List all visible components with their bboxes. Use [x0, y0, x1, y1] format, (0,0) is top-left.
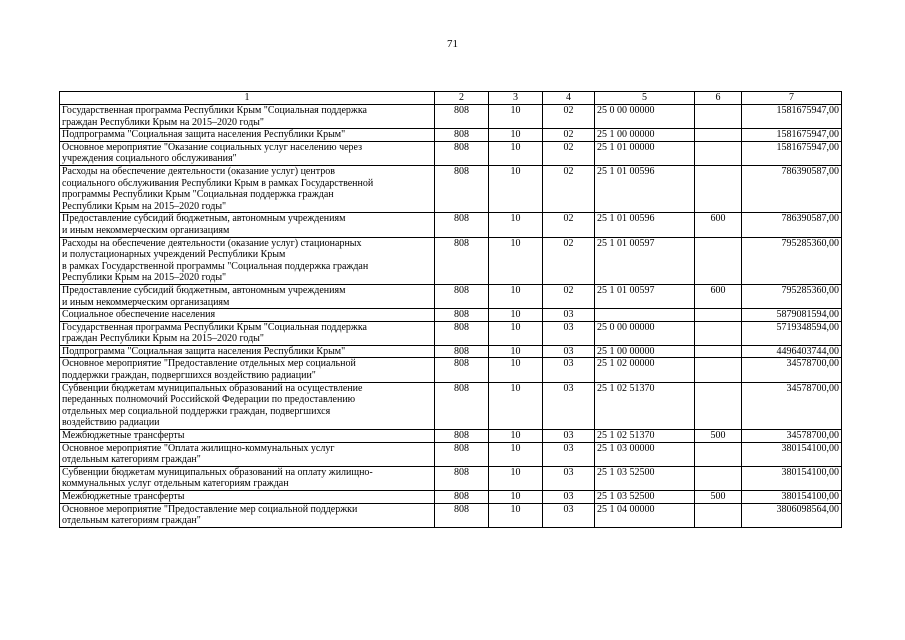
row-amount: 34578700,00	[742, 382, 842, 429]
table-row	[60, 491, 842, 504]
row-section: 10	[489, 284, 543, 308]
table-row	[60, 309, 842, 322]
row-grbs: 808	[435, 442, 489, 466]
table-row	[60, 382, 842, 429]
row-grbs: 808	[435, 237, 489, 284]
row-target-article: 25 1 03 52500	[595, 466, 695, 490]
budget-table	[59, 91, 842, 528]
row-amount: 1581675947,00	[742, 129, 842, 142]
row-grbs: 808	[435, 309, 489, 322]
row-target-article: 25 1 03 00000	[595, 442, 695, 466]
row-subsection: 03	[543, 503, 595, 527]
row-name: Государственная программа Республики Крым "Социальная поддержка граждан Республики Крым на 2015–2020 годы"	[60, 321, 435, 345]
row-amount: 786390587,00	[742, 213, 842, 237]
row-subsection: 02	[543, 237, 595, 284]
row-subsection: 03	[543, 491, 595, 504]
row-name: Основное мероприятие "Предоставление отдельных мер социальной поддержки граждан, подвергшихся воздействию радиации"	[60, 358, 435, 382]
table-row	[60, 129, 842, 142]
row-expense-type	[695, 503, 742, 527]
row-name: Предоставление субсидий бюджетным, автономным учреждениям и иным некоммерческим организациям	[60, 284, 435, 308]
row-name: Государственная программа Республики Крым "Социальная поддержка граждан Республики Крым на 2015–2020 годы"	[60, 105, 435, 129]
row-name: Основное мероприятие "Оплата жилищно-коммунальных услуг отдельным категориям граждан"	[60, 442, 435, 466]
row-section: 10	[489, 430, 543, 443]
table-row	[60, 321, 842, 345]
row-amount: 34578700,00	[742, 358, 842, 382]
row-subsection: 03	[543, 430, 595, 443]
header-cell-section: 3	[489, 92, 543, 105]
row-target-article: 25 1 02 51370	[595, 430, 695, 443]
row-section: 10	[489, 382, 543, 429]
row-expense-type: 600	[695, 284, 742, 308]
row-amount: 5719348594,00	[742, 321, 842, 345]
row-section: 10	[489, 321, 543, 345]
row-target-article: 25 1 03 52500	[595, 491, 695, 504]
row-name: Расходы на обеспечение деятельности (оказание услуг) стационарных и полустационарных учреждений Республики Крым в рамках Государственной программы "Социальная поддержка граждан Республики Крым на 2015–2020 годы"	[60, 237, 435, 284]
row-grbs: 808	[435, 430, 489, 443]
row-target-article: 25 1 04 00000	[595, 503, 695, 527]
header-cell-expense-type: 6	[695, 92, 742, 105]
row-amount: 380154100,00	[742, 442, 842, 466]
row-section: 10	[489, 345, 543, 358]
row-section: 10	[489, 213, 543, 237]
row-grbs: 808	[435, 503, 489, 527]
row-section: 10	[489, 491, 543, 504]
table-row	[60, 237, 842, 284]
header-cell-name: 1	[60, 92, 435, 105]
header-cell-subsection: 4	[543, 92, 595, 105]
header-row	[60, 92, 842, 105]
row-target-article	[595, 309, 695, 322]
row-expense-type	[695, 105, 742, 129]
row-amount: 795285360,00	[742, 237, 842, 284]
row-grbs: 808	[435, 345, 489, 358]
row-name: Основное мероприятие "Предоставление мер социальной поддержки отдельным категориям граждан"	[60, 503, 435, 527]
table-row	[60, 213, 842, 237]
row-subsection: 02	[543, 105, 595, 129]
row-amount: 5879081594,00	[742, 309, 842, 322]
row-name: Межбюджетные трансферты	[60, 491, 435, 504]
header-cell-grbs: 2	[435, 92, 489, 105]
table-row	[60, 165, 842, 212]
row-grbs: 808	[435, 284, 489, 308]
page-number: 71	[447, 38, 458, 50]
row-amount: 786390587,00	[742, 165, 842, 212]
row-name: Подпрограмма "Социальная защита населения Республики Крым"	[60, 129, 435, 142]
row-section: 10	[489, 466, 543, 490]
row-subsection: 03	[543, 382, 595, 429]
row-expense-type	[695, 442, 742, 466]
header-cell-amount: 7	[742, 92, 842, 105]
row-section: 10	[489, 165, 543, 212]
row-grbs: 808	[435, 165, 489, 212]
table-row	[60, 105, 842, 129]
table-header	[60, 92, 842, 105]
row-grbs: 808	[435, 491, 489, 504]
row-expense-type	[695, 382, 742, 429]
row-subsection: 02	[543, 129, 595, 142]
row-expense-type	[695, 358, 742, 382]
row-grbs: 808	[435, 466, 489, 490]
row-target-article: 25 1 01 00597	[595, 284, 695, 308]
row-grbs: 808	[435, 129, 489, 142]
table-row	[60, 466, 842, 490]
row-subsection: 03	[543, 358, 595, 382]
row-target-article: 25 0 00 00000	[595, 321, 695, 345]
row-grbs: 808	[435, 382, 489, 429]
row-expense-type	[695, 466, 742, 490]
row-subsection: 02	[543, 213, 595, 237]
row-subsection: 02	[543, 141, 595, 165]
row-name: Субвенции бюджетам муниципальных образований на осуществление переданных полномочий Российской Федерации по предоставлению отдельных мер социальной поддержки граждан, подвергшихся воздействию радиации	[60, 382, 435, 429]
row-expense-type: 500	[695, 491, 742, 504]
row-grbs: 808	[435, 105, 489, 129]
row-target-article: 25 0 00 00000	[595, 105, 695, 129]
row-amount: 380154100,00	[742, 466, 842, 490]
table-row	[60, 345, 842, 358]
row-expense-type: 500	[695, 430, 742, 443]
row-section: 10	[489, 442, 543, 466]
row-target-article: 25 1 00 00000	[595, 129, 695, 142]
row-grbs: 808	[435, 321, 489, 345]
table-row	[60, 358, 842, 382]
row-target-article: 25 1 01 00000	[595, 141, 695, 165]
row-section: 10	[489, 129, 543, 142]
row-name: Основное мероприятие "Оказание социальных услуг населению через учреждения социального обслуживания"	[60, 141, 435, 165]
row-section: 10	[489, 141, 543, 165]
row-expense-type	[695, 129, 742, 142]
row-section: 10	[489, 503, 543, 527]
row-target-article: 25 1 01 00596	[595, 165, 695, 212]
row-target-article: 25 1 02 00000	[595, 358, 695, 382]
table-row	[60, 430, 842, 443]
row-subsection: 02	[543, 284, 595, 308]
row-name: Субвенции бюджетам муниципальных образований на оплату жилищно- коммунальных услуг отдельным категориям граждан	[60, 466, 435, 490]
row-section: 10	[489, 237, 543, 284]
table-row	[60, 284, 842, 308]
row-subsection: 03	[543, 345, 595, 358]
row-subsection: 03	[543, 442, 595, 466]
table-row	[60, 141, 842, 165]
row-subsection: 02	[543, 165, 595, 212]
row-amount: 1581675947,00	[742, 141, 842, 165]
header-cell-target-article: 5	[595, 92, 695, 105]
row-name: Предоставление субсидий бюджетным, автономным учреждениям и иным некоммерческим организациям	[60, 213, 435, 237]
row-grbs: 808	[435, 213, 489, 237]
row-expense-type	[695, 165, 742, 212]
row-expense-type	[695, 237, 742, 284]
row-subsection: 03	[543, 466, 595, 490]
row-expense-type	[695, 141, 742, 165]
row-name: Расходы на обеспечение деятельности (оказание услуг) центров социального обслуживания Республики Крым в рамках Государственной программы Республики Крым "Социальная поддержка граждан Республики Крым на 2015–2020 годы"	[60, 165, 435, 212]
row-name: Социальное обеспечение населения	[60, 309, 435, 322]
row-section: 10	[489, 358, 543, 382]
row-amount: 3806098564,00	[742, 503, 842, 527]
table-row	[60, 442, 842, 466]
row-name: Подпрограмма "Социальная защита населения Республики Крым"	[60, 345, 435, 358]
row-amount: 380154100,00	[742, 491, 842, 504]
row-target-article: 25 1 00 00000	[595, 345, 695, 358]
row-section: 10	[489, 309, 543, 322]
row-amount: 4496403744,00	[742, 345, 842, 358]
row-amount: 795285360,00	[742, 284, 842, 308]
row-target-article: 25 1 02 51370	[595, 382, 695, 429]
row-expense-type	[695, 345, 742, 358]
row-amount: 34578700,00	[742, 430, 842, 443]
row-target-article: 25 1 01 00596	[595, 213, 695, 237]
row-expense-type	[695, 309, 742, 322]
table-row	[60, 503, 842, 527]
row-expense-type	[695, 321, 742, 345]
row-amount: 1581675947,00	[742, 105, 842, 129]
row-target-article: 25 1 01 00597	[595, 237, 695, 284]
row-name: Межбюджетные трансферты	[60, 430, 435, 443]
row-subsection: 03	[543, 309, 595, 322]
row-expense-type: 600	[695, 213, 742, 237]
row-subsection: 03	[543, 321, 595, 345]
table-body	[60, 105, 842, 528]
row-grbs: 808	[435, 141, 489, 165]
row-grbs: 808	[435, 358, 489, 382]
row-section: 10	[489, 105, 543, 129]
